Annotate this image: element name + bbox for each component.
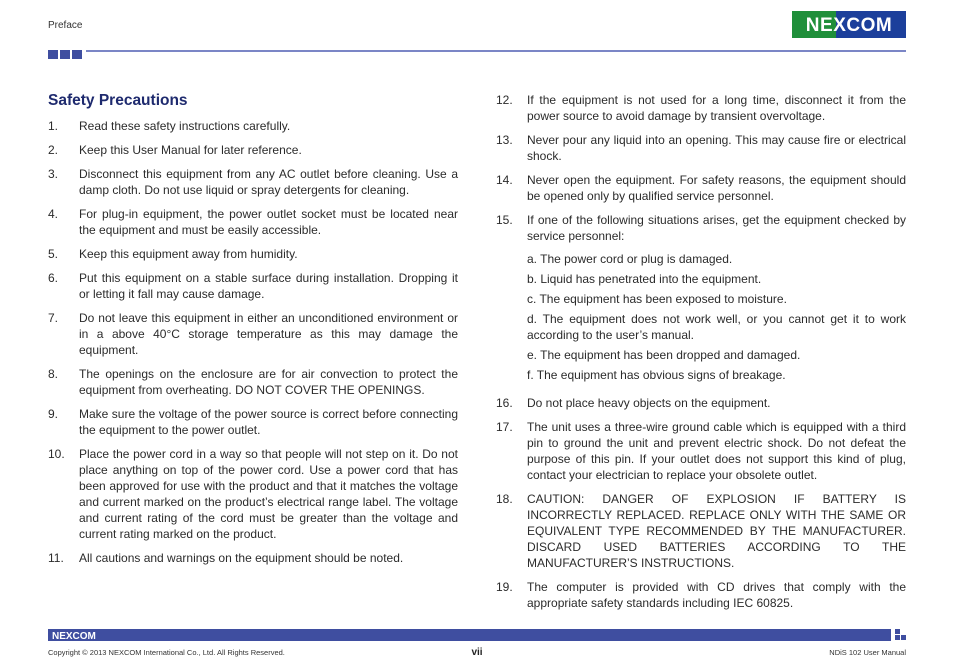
sub-item: a. The power cord or plug is damaged. xyxy=(527,252,733,266)
item-text-block xyxy=(527,395,906,411)
precaution-item xyxy=(496,395,906,411)
precaution-item xyxy=(48,446,458,542)
precaution-item xyxy=(48,166,458,198)
item-text: For plug-in equipment, the power outlet socket must be located near the equipment and must be easily accessible. xyxy=(79,207,458,237)
item-text: If the equipment is not used for a long time, disconnect it from the power source to avoid damage by transient overvoltage. xyxy=(527,93,906,123)
precaution-item xyxy=(48,246,458,262)
item-text: Never pour any liquid into an opening. This may cause fire or electrical shock. xyxy=(527,133,906,163)
item-number: 6. xyxy=(48,271,59,285)
item-text-block xyxy=(527,419,906,483)
item-number: 9. xyxy=(48,407,59,421)
item-number: 18. xyxy=(496,492,513,506)
precaution-item xyxy=(496,92,906,124)
item-text: All cautions and warnings on the equipment should be noted. xyxy=(79,551,404,565)
item-number: 5. xyxy=(48,247,59,261)
sub-item: f. The equipment has obvious signs of breakage. xyxy=(527,368,786,382)
precaution-item xyxy=(48,206,458,238)
page-number: vii xyxy=(471,647,483,658)
footer-nexcom-logo xyxy=(52,629,102,641)
header-rule xyxy=(86,50,906,52)
right-column xyxy=(496,92,906,619)
item-number: 13. xyxy=(496,133,513,147)
precaution-item xyxy=(48,406,458,438)
item-text: Make sure the voltage of the power source is correct before connecting the equipment to the power outlet. xyxy=(79,407,458,437)
item-text-block xyxy=(79,118,458,134)
item-number: 4. xyxy=(48,207,59,221)
sub-item: e. The equipment has been dropped and damaged. xyxy=(527,348,801,362)
header-squares xyxy=(48,50,82,59)
precaution-item xyxy=(48,142,458,158)
item-text: The openings on the enclosure are for air convection to protect the equipment from overheating. DO NOT COVER THE OPENINGS. xyxy=(79,367,458,397)
item-text-block xyxy=(79,270,458,302)
right-precautions-list xyxy=(496,92,906,611)
item-text-block xyxy=(527,172,906,204)
item-text-block xyxy=(527,132,906,164)
item-text: Do not place heavy objects on the equipment. xyxy=(527,396,771,410)
item-text: Do not leave this equipment in either an unconditioned environment or in a above 40°C storage temperature as this may damage the equipment. xyxy=(79,311,458,357)
precaution-item xyxy=(48,550,458,566)
item-number: 3. xyxy=(48,167,59,181)
sub-item: d. The equipment does not work well, or you cannot get it to work according to the user’s manual. xyxy=(527,312,906,342)
item-text: Never open the equipment. For safety reasons, the equipment should be opened only by qualified service personnel. xyxy=(527,173,906,203)
item-text: Read these safety instructions carefully. xyxy=(79,119,291,133)
item-text-block xyxy=(79,166,458,198)
item-text-block xyxy=(79,142,458,158)
manual-title: NDiS 102 User Manual xyxy=(829,648,906,657)
sub-item: c. The equipment has been exposed to moisture. xyxy=(527,292,787,306)
item-text: Disconnect this equipment from any AC outlet before cleaning. Use a damp cloth. Do not use liquid or spray detergents for cleaning. xyxy=(79,167,458,197)
item-number: 16. xyxy=(496,396,513,410)
precaution-item xyxy=(496,212,906,387)
item-text-block xyxy=(527,491,906,571)
item-text: Keep this equipment away from humidity. xyxy=(79,247,298,261)
precaution-item xyxy=(48,270,458,302)
item-text: The computer is provided with CD drives that comply with the appropriate safety standards including IEC 60825. xyxy=(527,580,906,610)
item-text-block xyxy=(79,406,458,438)
item-text: CAUTION: DANGER OF EXPLOSION IF BATTERY IS INCORRECTLY REPLACED. REPLACE ONLY WITH THE SAME OR EQUIVALENT TYPE RECOMMENDED BY THE MANUFACTURER. DISCARD USED BATTERIES ACCORDING TO THE MANUFACTURER’S INSTRUCTIONS. xyxy=(527,492,906,570)
svg-text:NEXCOM: NEXCOM xyxy=(52,631,96,641)
item-number: 10. xyxy=(48,447,65,461)
item-number: 12. xyxy=(496,93,513,107)
footer-squares xyxy=(895,629,907,641)
precaution-item xyxy=(496,579,906,611)
item-text: The unit uses a three-wire ground cable which is equipped with a third pin to ground the unit and prevent electric shock. Do not defeat the purpose of this pin. If your outlet does not support this kind of plug, contact your electrician to replace your obsolete outlet. xyxy=(527,420,906,482)
item-text-block xyxy=(79,206,458,238)
precaution-item xyxy=(48,366,458,398)
item-text-block xyxy=(79,550,458,566)
item-number: 2. xyxy=(48,143,59,157)
precaution-item xyxy=(496,172,906,204)
item-number: 19. xyxy=(496,580,513,594)
item-text-block xyxy=(79,446,458,542)
item-number: 8. xyxy=(48,367,59,381)
left-precautions-list xyxy=(48,118,458,566)
left-column xyxy=(48,92,458,574)
footer-bar xyxy=(48,629,891,641)
precaution-item xyxy=(48,310,458,358)
item-text-block xyxy=(527,579,906,611)
precaution-item xyxy=(496,419,906,483)
item-text: If one of the following situations arises, get the equipment checked by service personnel: xyxy=(527,213,906,243)
item-text-block xyxy=(527,92,906,124)
sub-item: b. Liquid has penetrated into the equipment. xyxy=(527,272,762,286)
nexcom-logo xyxy=(792,11,906,38)
item-text: Keep this User Manual for later reference. xyxy=(79,143,302,157)
item-number: 17. xyxy=(496,420,513,434)
item-text-block xyxy=(79,366,458,398)
precaution-item xyxy=(496,132,906,164)
section-label: Preface xyxy=(48,20,83,31)
svg-text:NEXCOM: NEXCOM xyxy=(805,15,893,36)
item-text-block xyxy=(527,212,906,387)
item-number: 11. xyxy=(48,551,64,565)
precaution-item xyxy=(496,491,906,571)
item-text-block xyxy=(79,310,458,358)
item-text-block xyxy=(79,246,458,262)
precaution-item xyxy=(48,118,458,134)
item-text: Place the power cord in a way so that people will not step on it. Do not place anything on top of the power cord. Use a power cord that has been approved for use with the product and that it matches the voltage and current marked on the product’s electrical range label. The voltage and current rating of the cord must be greater than the voltage and current rating marked on the product. xyxy=(79,447,458,541)
item-number: 14. xyxy=(496,173,513,187)
item-number: 1. xyxy=(48,119,59,133)
copyright-text: Copyright © 2013 NEXCOM International Co., Ltd. All Rights Reserved. xyxy=(48,648,285,657)
item-number: 15. xyxy=(496,213,513,227)
item-number: 7. xyxy=(48,311,59,325)
page-heading: Safety Precautions xyxy=(48,92,188,109)
item-text: Put this equipment on a stable surface during installation. Dropping it or letting it fall may cause damage. xyxy=(79,271,458,301)
sub-list xyxy=(527,251,906,383)
